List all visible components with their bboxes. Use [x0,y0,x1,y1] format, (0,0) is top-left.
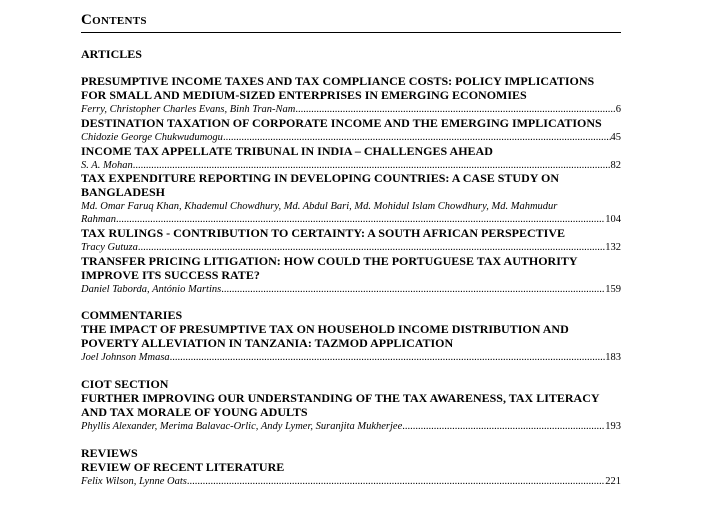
entry-title: TAX EXPENDITURE REPORTING IN DEVELOPING COUNTRIES: A CASE STUDY ON BANGLADESH [81,171,559,199]
entry-line [81,241,621,254]
dot-leader [187,475,605,488]
entry-authors: S. A. Mohan [81,159,133,171]
toc-entry-transfer-pricing[interactable] [81,255,621,296]
entry-title: TAX RULINGS - CONTRIBUTION TO CERTAINTY: A SOUTH AFRICAN PERSPECTIVE [81,226,566,240]
entry-authors: Tracy Gutuza [81,241,138,253]
dot-leader [138,241,605,254]
entry-title: REVIEW OF RECENT LITERATURE [81,460,285,474]
toc-entry-destination-taxation[interactable] [81,117,621,144]
entry-authors: Chidozie George Chukwudumogu [81,131,223,143]
dot-leader [295,103,615,116]
entry-authors: Joel Johnson Mmasa [81,351,170,363]
entry-authors: Phyllis Alexander, Merima Balavac-Orlic, Andy Lymer, Suranjita Mukherjee [81,420,403,432]
toc-entry-tax-expenditure-bangladesh[interactable] [81,172,621,226]
entry-page-number: 132 [605,241,621,253]
entry-title: TRANSFER PRICING LITIGATION: HOW COULD THE PORTUGUESE TAX AUTHORITY IMPROVE ITS SUCCESS RATE? [81,254,578,282]
entry-line [81,131,621,144]
entry-title: PRESUMPTIVE INCOME TAXES AND TAX COMPLIANCE COSTS: POLICY IMPLICATIONS FOR SMALL AND MEDIUM-SIZED ENTERPRISES IN EMERGING ECONOMIES [81,74,595,102]
toc-entry-young-adults-tax-awareness[interactable] [81,392,621,433]
dot-leader [402,420,605,433]
toc-entry-review-recent-literature[interactable] [81,461,621,488]
page-title: Contents [81,12,147,28]
entry-line [81,420,621,433]
entry-page-number: 193 [605,420,621,432]
entry-page-number: 6 [615,103,621,115]
entry-line [81,475,621,488]
toc-entry-presumptive-tax-tanzania[interactable] [81,323,621,364]
section-articles: ARTICLES [81,47,142,61]
entry-page-number: 183 [605,351,621,363]
section-ciot: CIOT SECTION [81,377,169,391]
entry-line [81,283,621,296]
section-reviews: REVIEWS [81,446,138,460]
entry-authors: Daniel Taborda, António Martins [81,283,222,295]
title-rule [81,32,621,33]
entry-authors: Rahman [81,213,116,225]
entry-page-number: 221 [605,475,621,487]
entry-title: DESTINATION TAXATION OF CORPORATE INCOME AND THE EMERGING IMPLICATIONS [81,116,602,130]
entry-page-number: 159 [605,283,621,295]
toc-entry-presumptive-income-taxes[interactable] [81,75,621,116]
section-commentaries: COMMENTARIES [81,308,183,322]
dot-leader [116,213,605,226]
entry-page-number: 45 [610,131,621,143]
toc-entry-tax-rulings[interactable] [81,227,621,254]
entry-title: THE IMPACT OF PRESUMPTIVE TAX ON HOUSEHOLD INCOME DISTRIBUTION AND POVERTY ALLEVIATION IN TANZANIA: TAZMOD APPLICATION [81,322,569,350]
entry-authors: Felix Wilson, Lynne Oats [81,475,187,487]
entry-title: INCOME TAX APPELLATE TRIBUNAL IN INDIA – CHALLENGES AHEAD [81,144,493,158]
dot-leader [221,283,605,296]
entry-authors: Ferry, Christopher Charles Evans, Binh Tran-Nam [81,103,296,115]
entry-page-number: 82 [610,159,621,171]
entry-line [81,351,621,364]
dot-leader [223,131,611,144]
entry-authors-line1: Md. Omar Faruq Khan, Khademul Chowdhury, Md. Abdul Bari, Md. Mohidul Islam Chowdhury, Md. Mahmudur [81,200,558,212]
entry-page-number: 104 [605,213,621,225]
toc-entry-itat-india[interactable] [81,145,621,172]
entry-title: FURTHER IMPROVING OUR UNDERSTANDING OF THE TAX AWARENESS, TAX LITERACY AND TAX MORALE OF YOUNG ADULTS [81,391,600,419]
entry-line [81,103,621,116]
dot-leader [170,351,606,364]
entry-line [81,213,621,226]
